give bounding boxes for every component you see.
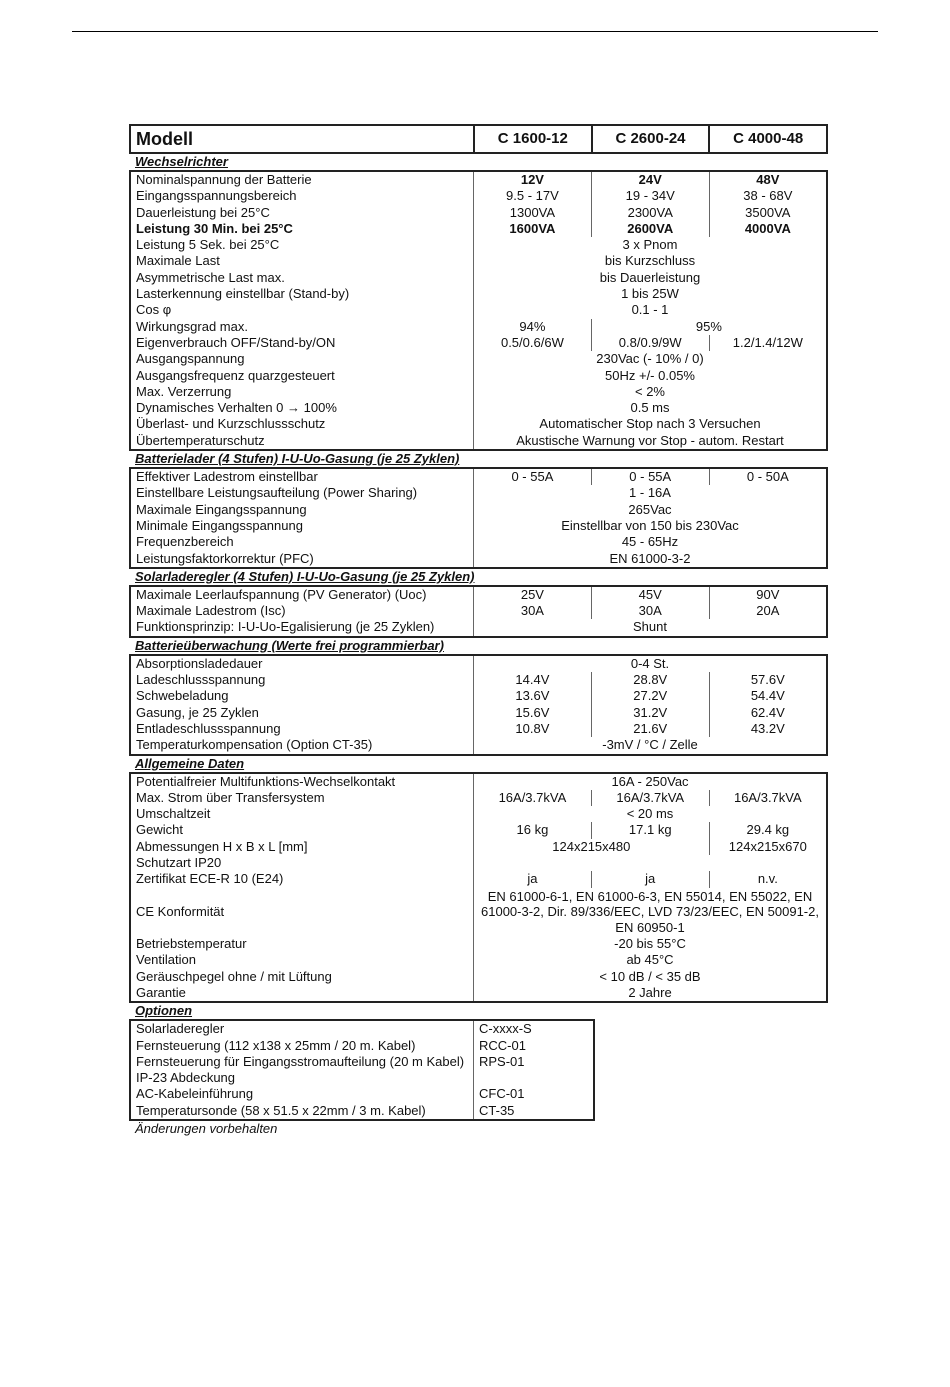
row-value: -20 bis 55°C — [474, 936, 828, 952]
table-row — [130, 773, 827, 790]
row-value: 230Vac (- 10% / 0) — [474, 351, 828, 367]
table-row — [130, 936, 827, 952]
row-value: 25V — [474, 586, 592, 603]
row-value: 3500VA — [709, 205, 827, 221]
row-label: Maximale Leerlaufspannung (PV Generator) (Uoc) — [136, 586, 427, 602]
model-c4000: C 4000-48 — [709, 125, 827, 153]
table-row — [130, 368, 827, 384]
row-value: 0.5/0.6/6W — [474, 335, 592, 351]
row-value: ja — [591, 871, 709, 887]
row-value: bis Dauerleistung — [474, 270, 828, 286]
row-value: 0-4 St. — [474, 655, 828, 672]
table-row — [130, 871, 827, 887]
model-c1600: C 1600-12 — [474, 125, 592, 153]
row-value: -3mV / °C / Zelle — [474, 737, 828, 754]
table-row — [130, 619, 827, 636]
row-value: 30A — [474, 603, 592, 619]
table-row — [130, 485, 827, 501]
row-value: 0.8/0.9/9W — [591, 335, 709, 351]
option-row — [130, 1086, 594, 1102]
table-row — [130, 688, 827, 704]
row-value: < 20 ms — [474, 806, 828, 822]
row-value: 2300VA — [591, 205, 709, 221]
row-label: Ausgangspannung — [136, 351, 245, 367]
row-value: Shunt — [474, 619, 828, 636]
row-label: Schutzart IP20 — [136, 854, 222, 870]
row-value: 10.8V — [474, 721, 592, 737]
row-label: Max. Strom über Transfersystem — [136, 789, 325, 805]
model-c2600: C 2600-24 — [592, 125, 710, 153]
row-label: Maximale Last — [136, 253, 220, 269]
table-row — [130, 221, 827, 237]
row-value: 20A — [709, 603, 827, 619]
row-value: 27.2V — [591, 688, 709, 704]
row-value: 38 - 68V — [709, 188, 827, 204]
row-label: Funktionsprinzip: I-U-Uo-Egalisierung (je 25 Zyklen) — [136, 619, 435, 635]
row-value: 94% — [474, 319, 592, 335]
row-value: 31.2V — [591, 705, 709, 721]
section-table — [129, 654, 828, 756]
row-value: 43.2V — [709, 721, 827, 737]
table-row — [130, 586, 827, 603]
row-value: 21.6V — [591, 721, 709, 737]
row-value: 124x215x480 — [474, 839, 710, 855]
table-row — [130, 672, 827, 688]
option-row — [130, 1103, 594, 1120]
row-label: Gasung, je 25 Zyklen — [136, 704, 259, 720]
row-label: Betriebstemperatur — [136, 936, 247, 952]
row-label: Maximale Eingangsspannung — [136, 501, 307, 517]
section-title: Solarladeregler (4 Stufen) I-U-Uo-Gasung (je 25 Zyklen) — [135, 568, 475, 584]
option-code: CFC-01 — [474, 1086, 595, 1102]
table-row — [130, 253, 827, 269]
row-value: Automatischer Stop nach 3 Versuchen — [474, 416, 828, 432]
row-label: Minimale Eingangsspannung — [136, 517, 303, 533]
table-row — [130, 502, 827, 518]
row-label: Einstellbare Leistungsaufteilung (Power Sharing) — [136, 485, 418, 501]
row-label: Frequenzbereich — [136, 534, 234, 550]
option-code — [474, 1070, 595, 1086]
row-value: 17.1 kg — [591, 822, 709, 838]
row-value: 90V — [709, 586, 827, 603]
row-value: 1600VA — [474, 221, 592, 237]
table-row — [130, 237, 827, 253]
section-table — [129, 772, 828, 1004]
table-row — [130, 603, 827, 619]
row-value: 16 kg — [474, 822, 592, 838]
table-row — [130, 171, 827, 188]
option-label: Fernsteuerung (112 x138 x 25mm / 20 m. Kabel) — [136, 1037, 416, 1053]
section-table — [129, 467, 828, 569]
table-row — [130, 335, 827, 351]
row-value: 95% — [591, 319, 827, 335]
table-row — [130, 855, 827, 871]
table-row — [130, 384, 827, 400]
row-value: 15.6V — [474, 705, 592, 721]
row-value: 29.4 kg — [709, 822, 827, 838]
row-label: Lasterkennung einstellbar (Stand-by) — [136, 286, 350, 302]
row-value: 16A - 250Vac — [474, 773, 828, 790]
row-label: Leistung 30 Min. bei 25°C — [136, 220, 293, 236]
section-title: Batterieüberwachung (Werte frei programmierbar) — [135, 637, 444, 653]
row-value: 0 - 55A — [591, 468, 709, 485]
option-label: Solarladeregler — [136, 1021, 225, 1037]
row-value: 57.6V — [709, 672, 827, 688]
row-value: ja — [474, 871, 592, 887]
row-value: 1 - 16A — [474, 485, 828, 501]
row-label: Leistungsfaktorkorrektur (PFC) — [136, 550, 314, 566]
option-label: Fernsteuerung für Eingangsstromaufteilung (20 m Kabel) — [136, 1053, 465, 1069]
row-value: 12V — [474, 171, 592, 188]
table-row — [130, 518, 827, 534]
table-row — [130, 319, 827, 335]
table-row — [130, 270, 827, 286]
row-value: 19 - 34V — [591, 188, 709, 204]
option-row — [130, 1070, 594, 1086]
option-code: C-xxxx-S — [474, 1020, 595, 1037]
table-row — [130, 705, 827, 721]
row-value: 30A — [591, 603, 709, 619]
row-label: Dauerleistung bei 25°C — [136, 204, 270, 220]
row-value: 1300VA — [474, 205, 592, 221]
table-row — [130, 534, 827, 550]
row-value: < 2% — [474, 384, 828, 400]
row-value: < 10 dB / < 35 dB — [474, 969, 828, 985]
row-value: 0.5 ms — [474, 400, 828, 416]
row-value: 62.4V — [709, 705, 827, 721]
option-label: Temperatursonde (58 x 51.5 x 22mm / 3 m. Kabel) — [136, 1102, 426, 1118]
row-value: 24V — [591, 171, 709, 188]
row-label: Dynamisches Verhalten 0 → 100% — [136, 400, 337, 416]
row-value: EN 61000-3-2 — [474, 551, 828, 568]
spec-sheet — [129, 124, 828, 1137]
row-label: Absorptionsladedauer — [136, 655, 263, 671]
table-row — [130, 721, 827, 737]
section-title: Allgemeine Daten — [135, 755, 245, 771]
table-row — [130, 952, 827, 968]
row-label: Ausgangsfrequenz quarzgesteuert — [136, 367, 335, 383]
row-label: Wirkungsgrad max. — [136, 318, 248, 334]
row-value: 54.4V — [709, 688, 827, 704]
row-label: Max. Verzerrung — [136, 383, 232, 399]
spec-sections — [129, 154, 828, 1003]
row-label: Garantie — [136, 984, 186, 1000]
row-label: Potentialfreier Multifunktions-Wechselkontakt — [136, 773, 396, 789]
row-value: 48V — [709, 171, 827, 188]
row-label: Ladeschlussspannung — [136, 672, 266, 688]
row-label: Maximale Ladestrom (Isc) — [136, 603, 286, 619]
table-row — [130, 822, 827, 838]
table-row — [130, 969, 827, 985]
option-row — [130, 1054, 594, 1070]
row-label: Temperaturkompensation (Option CT-35) — [136, 737, 373, 753]
row-value: 0 - 55A — [474, 468, 592, 485]
options-table — [129, 1019, 595, 1121]
row-label: Effektiver Ladestrom einstellbar — [136, 469, 318, 485]
table-row — [130, 400, 827, 416]
table-row — [130, 737, 827, 754]
row-value: 4000VA — [709, 221, 827, 237]
row-value: 3 x Pnom — [474, 237, 828, 253]
table-row — [130, 302, 827, 318]
option-code: RPS-01 — [474, 1054, 595, 1070]
table-row — [130, 888, 827, 937]
row-value: 45V — [591, 586, 709, 603]
row-label: Gewicht — [136, 822, 183, 838]
row-label: Ventilation — [136, 952, 196, 968]
table-row — [130, 205, 827, 221]
option-row — [130, 1038, 594, 1054]
row-value: 16A/3.7kVA — [474, 790, 592, 806]
table-row — [130, 286, 827, 302]
row-label: Überlast- und Kurzschlussschutz — [136, 416, 326, 432]
option-code: CT-35 — [474, 1103, 595, 1120]
footer-note: Änderungen vorbehalten — [135, 1121, 278, 1137]
row-value: Einstellbar von 150 bis 230Vac — [474, 518, 828, 534]
row-value: ab 45°C — [474, 952, 828, 968]
row-value: 2600VA — [591, 221, 709, 237]
row-label: Eingangsspannungsbereich — [136, 188, 297, 204]
table-row — [130, 188, 827, 204]
table-row — [130, 551, 827, 568]
row-value: 13.6V — [474, 688, 592, 704]
model-label: Modell — [130, 125, 474, 153]
option-row — [130, 1020, 594, 1037]
section-title: Batterielader (4 Stufen) I-U-Uo-Gasung (je 25 Zyklen) — [135, 451, 460, 467]
table-row — [130, 655, 827, 672]
row-value: 1.2/1.4/12W — [709, 335, 827, 351]
row-label: Leistung 5 Sek. bei 25°C — [136, 237, 280, 253]
row-value: 28.8V — [591, 672, 709, 688]
row-value: 265Vac — [474, 502, 828, 518]
table-row — [130, 468, 827, 485]
top-rule — [72, 31, 878, 32]
row-label: Zertifikat ECE-R 10 (E24) — [136, 871, 284, 887]
row-label: Asymmetrische Last max. — [136, 269, 285, 285]
row-value: 0.1 - 1 — [474, 302, 828, 318]
row-value: 9.5 - 17V — [474, 188, 592, 204]
table-row — [130, 416, 827, 432]
row-value: n.v. — [709, 871, 827, 887]
row-value: 0 - 50A — [709, 468, 827, 485]
section-table — [129, 585, 828, 638]
section-title: Wechselrichter — [135, 154, 228, 169]
option-label: IP-23 Abdeckung — [136, 1070, 236, 1086]
row-label: Übertemperaturschutz — [136, 432, 265, 448]
row-value: 45 - 65Hz — [474, 534, 828, 550]
row-label: Nominalspannung der Batterie — [136, 172, 312, 187]
row-label: Abmessungen H x B x L [mm] — [136, 838, 308, 854]
table-row — [130, 433, 827, 450]
row-value: EN 61000-6-1, EN 61000-6-3, EN 55014, EN 55022, EN 61000-3-2, Dir. 89/336/EEC, LVD 73/23/EEC, EN 50091-2, EN 60950-1 — [474, 888, 828, 937]
row-label: Schwebeladung — [136, 688, 229, 704]
row-value — [474, 855, 828, 871]
table-row — [130, 985, 827, 1002]
table-row — [130, 790, 827, 806]
row-label: Cos φ — [136, 302, 172, 318]
options-title: Optionen — [135, 1003, 193, 1019]
row-label: Geräuschpegel ohne / mit Lüftung — [136, 968, 332, 984]
row-label: Umschaltzeit — [136, 806, 211, 822]
section-table — [129, 170, 828, 451]
row-label: Entladeschlussspannung — [136, 720, 281, 736]
model-header — [129, 124, 828, 154]
row-value: 1 bis 25W — [474, 286, 828, 302]
row-value: 2 Jahre — [474, 985, 828, 1002]
table-row — [130, 351, 827, 367]
row-value: 124x215x670 — [709, 839, 827, 855]
row-value: 50Hz +/- 0.05% — [474, 368, 828, 384]
row-value: 14.4V — [474, 672, 592, 688]
row-value: Akustische Warnung vor Stop - autom. Restart — [474, 433, 828, 450]
option-code: RCC-01 — [474, 1038, 595, 1054]
table-row — [130, 839, 827, 855]
row-label: Eigenverbrauch OFF/Stand-by/ON — [136, 334, 336, 350]
row-value: 16A/3.7kVA — [591, 790, 709, 806]
row-label: CE Konformität — [136, 903, 225, 919]
row-value: 16A/3.7kVA — [709, 790, 827, 806]
row-value: bis Kurzschluss — [474, 253, 828, 269]
table-row — [130, 806, 827, 822]
option-label: AC-Kabeleinführung — [136, 1086, 254, 1102]
